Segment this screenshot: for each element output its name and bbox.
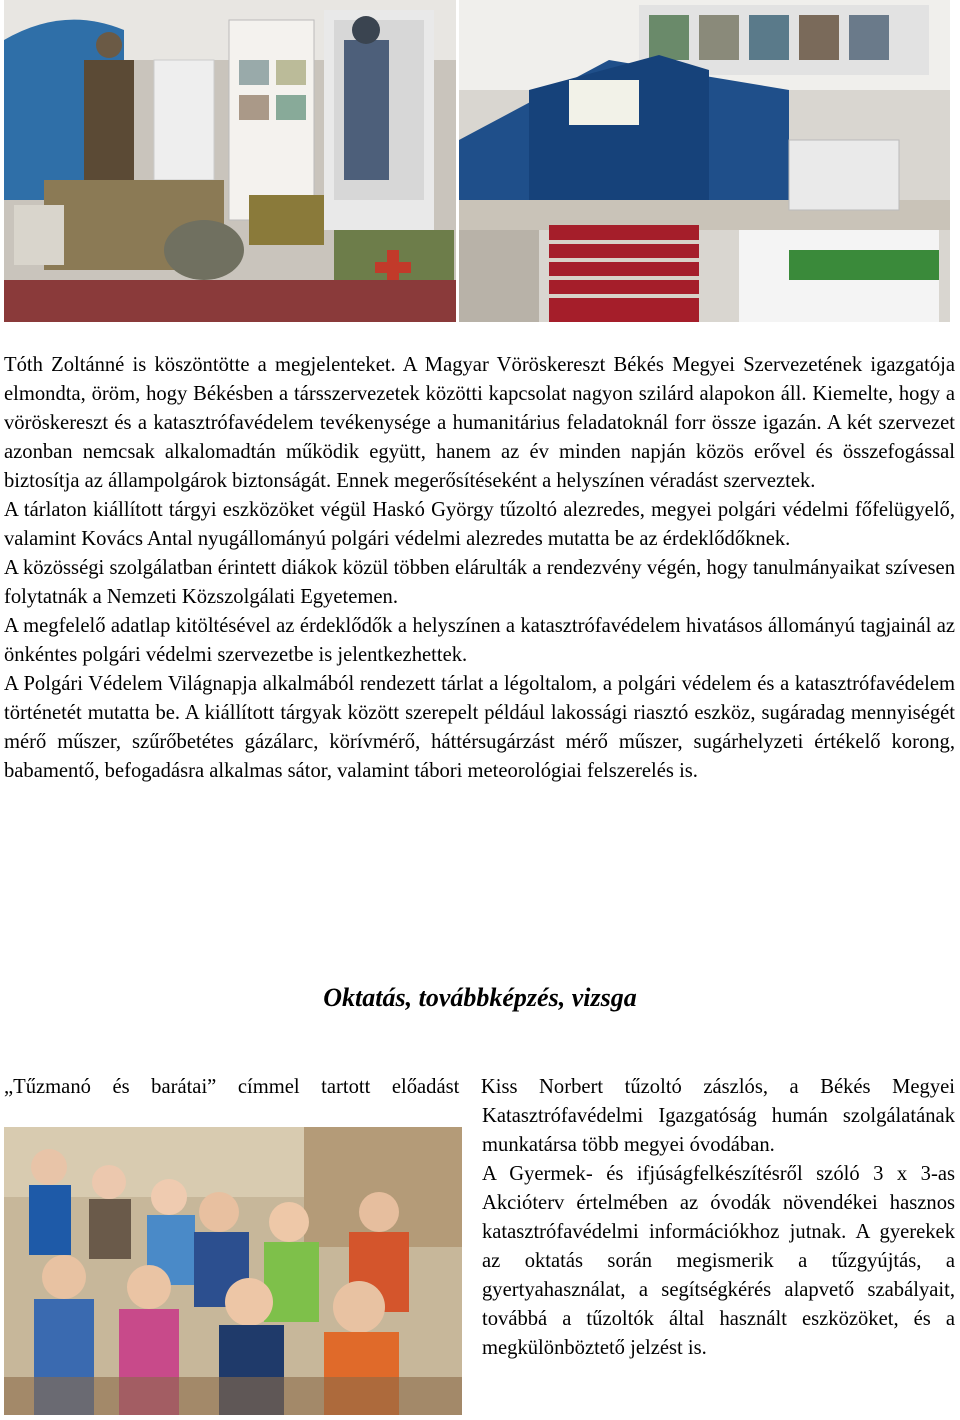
exhibition-photo-right [459, 0, 950, 322]
kindergarten-photo [4, 1127, 462, 1415]
article-paragraph: A tárlaton kiállított tárgyi eszközöket végül Haskó György tűzoltó alezredes, megyei polgári védelmi főfelügyelő, valamint Kovács Antal nyugállományú polgári védelmi alezredes mutatta be az érdeklődőknek. [4, 499, 955, 550]
exhibition-photo-left [4, 0, 456, 322]
article-paragraph: A Polgári Védelem Világnapja alkalmából rendezett tárlat a légoltalom, a polgári védelem és a katasztrófavédelem történetét mutatta be. A kiállított tárgyak között szerepelt például lakossági riasztó eszköz, sugáradag mennyiségét mérő műszer, szűrőbetétes gázálarc, körívmérő, háttérsugárzást mérő műszer, sugárhelyzeti értékelő korong, babamentő, befogadásra alkalmas sátor, valamint tábori meteorológiai felszerelés is. [4, 673, 955, 782]
side-paragraph: A Gyermek- és ifjúságfelkészítésről szóló 3 x 3-as Akcióterv értelmében az óvodák növendékei hasznos katasztrófavédelmi információkhoz jutnak. A gyerekek az oktatás során megismerik a tűzgyújtás, a gyertyahasználat, a segítségkérés alapvető szabályait, továbbá a tűzoltók által használt eszközöket, és a megkülönböztető jelzést is. [482, 1163, 955, 1359]
article-paragraph: A közösségi szolgálatban érintett diákok közül többen elárulták a rendezvény végén, hogy tanulmányaikat szívesen folytatnák a Nemzeti Közszolgálati Egyetemen. [4, 557, 955, 608]
side-paragraph: Katasztrófavédelmi Igazgatóság humán szolgálatának munkatársa több megyei óvodában. [482, 1105, 955, 1156]
section-first-line: „Tűzmanó és barátai” címmel tartott előadást Kiss Norbert tűzoltó zászlós, a Békés Megyei [4, 1076, 955, 1098]
article-paragraph: A megfelelő adatlap kitöltésével az érdeklődők a helyszínen a katasztrófavédelem hivatásos állományú tagjainál az önkéntes polgári védelmi szervezetbe is jelentkezhettek. [4, 615, 955, 666]
section-heading: Oktatás, továbbképzés, vizsga [323, 983, 637, 1012]
article-paragraph: Tóth Zoltánné is köszöntötte a megjelenteket. A Magyar Vöröskereszt Békés Megyei Szervezetének igazgatója elmondta, öröm, hogy Békésben a társszervezetek közötti kapcsolat nagyon szilárd alapokon áll. Kiemelte, hogy a vöröskereszt és a katasztrófavédelem tevékenysége a humanitárius feladatoknál forr össze igazán. A két szervezet azonban nemcsak alkalomadtán működik együtt, hanem az év minden napján közös erővel és összefogással biztosítja az állampolgárok biztonságát. Ennek megerősítéseként a helyszínen véradást szerveztek. [4, 354, 955, 492]
article-body [4, 351, 955, 786]
section-side-column [482, 1102, 955, 1363]
